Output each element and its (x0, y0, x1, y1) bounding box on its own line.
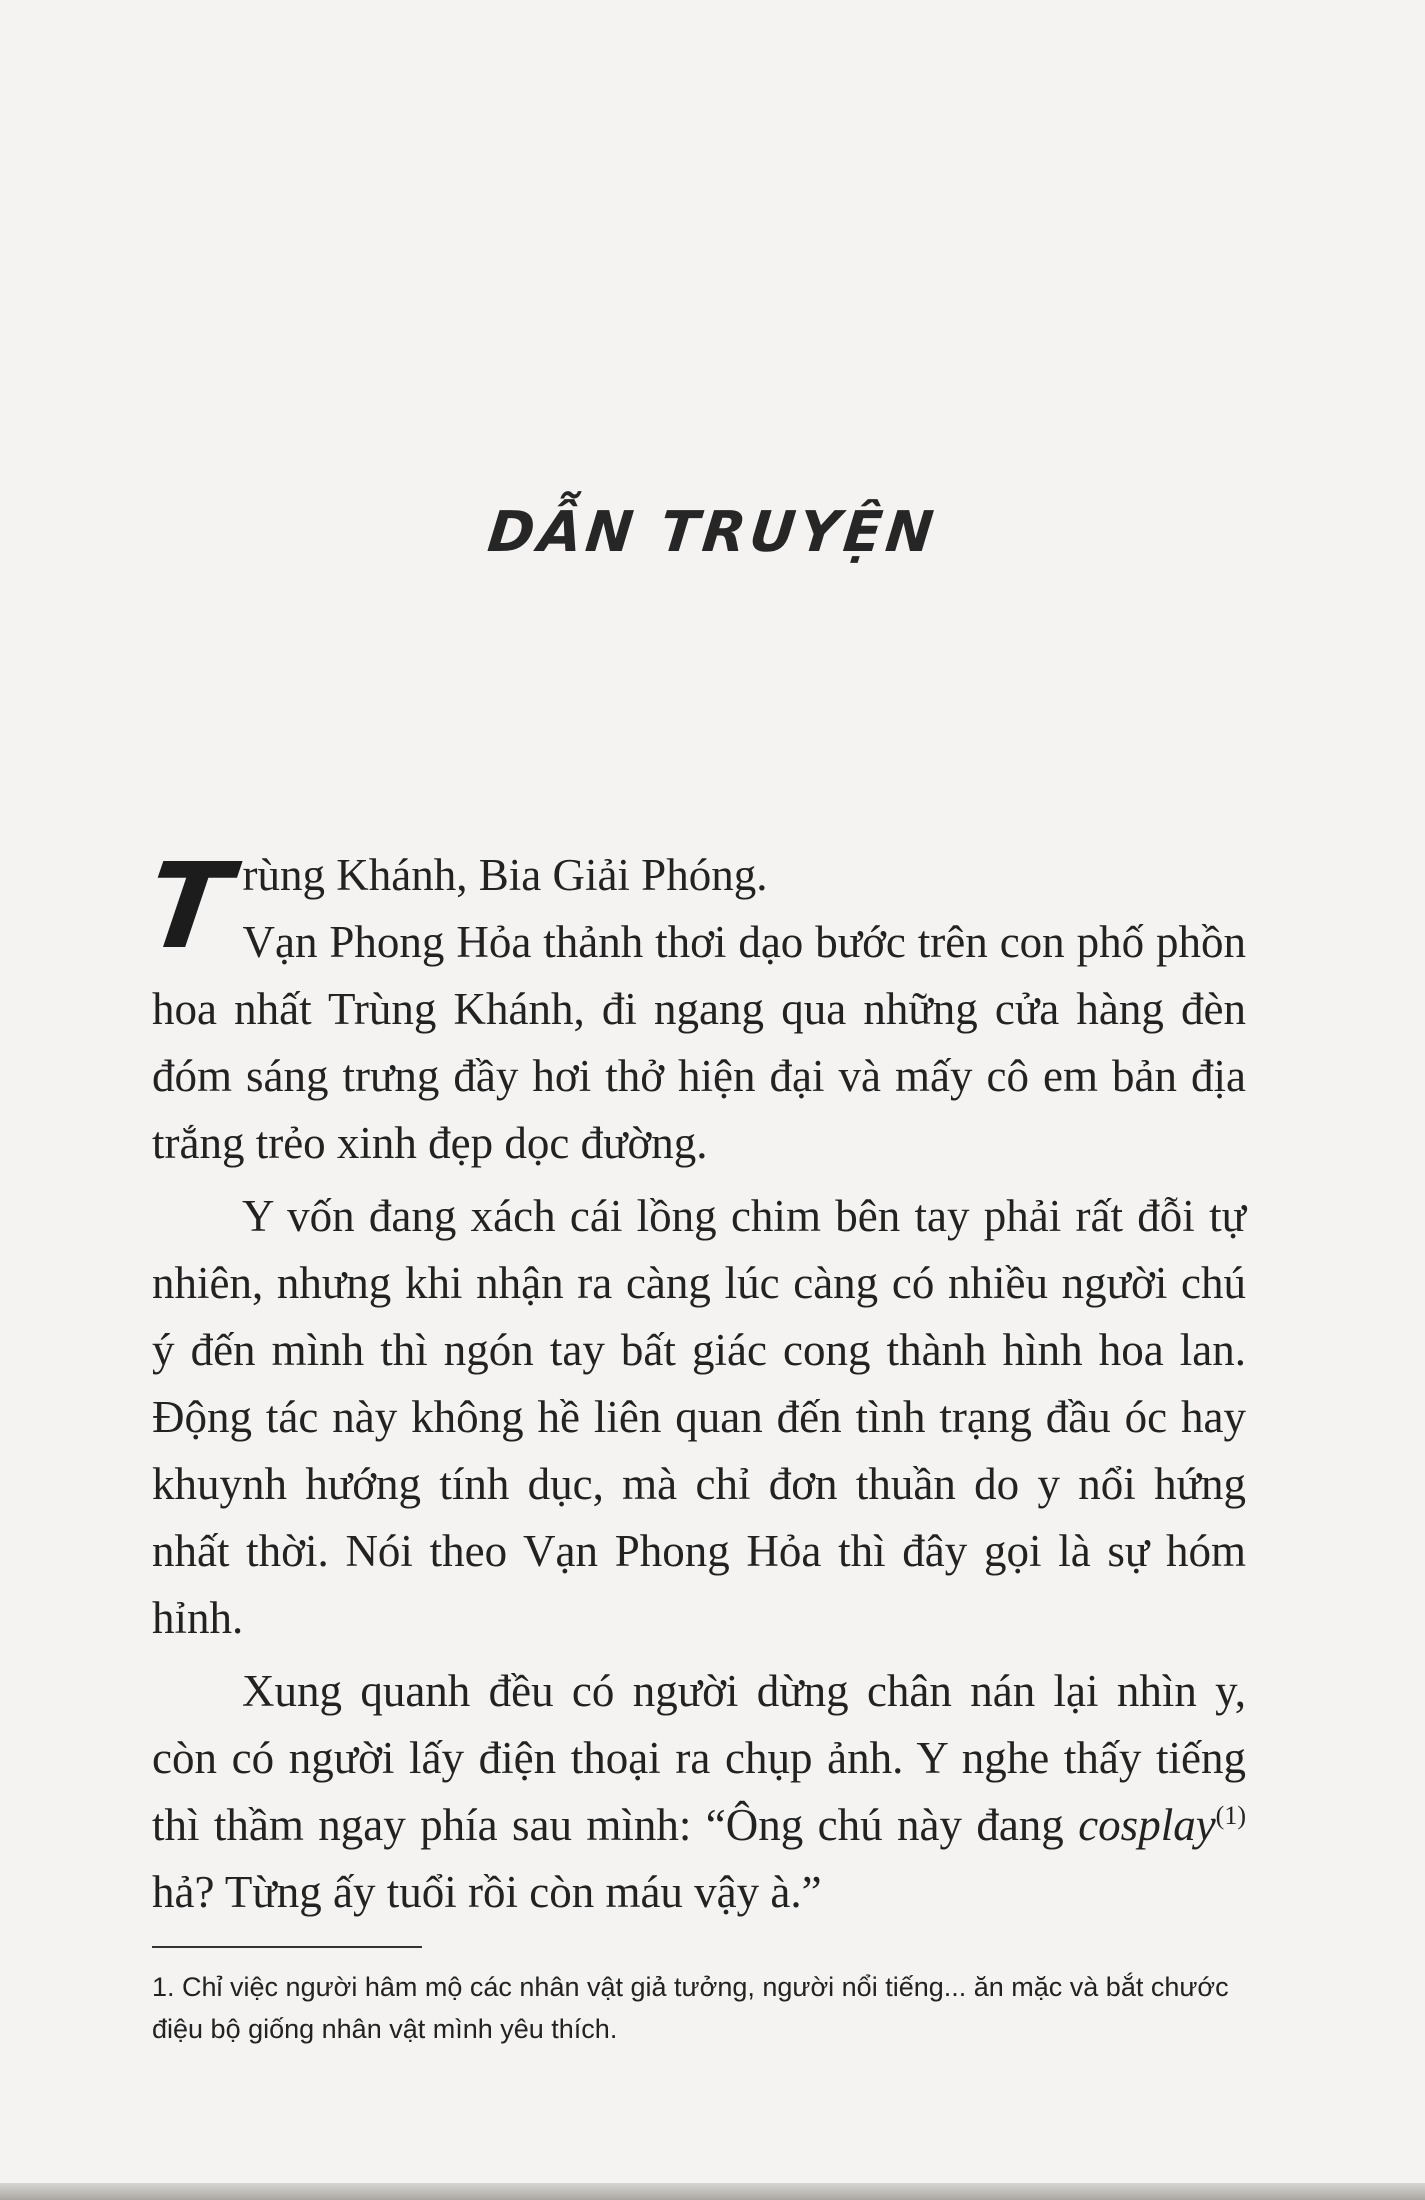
paragraph-1-text: rùng Khánh, Bia Giải Phóng. (242, 850, 768, 900)
footnote: 1. Chỉ việc người hâm mộ các nhân vật giả tưởng, người nổi tiếng... ăn mặc và bắt chước điệu bộ giống nhân vật mình yêu thích. (152, 1972, 1229, 2044)
paragraph-2: Vạn Phong Hỏa thảnh thơi dạo bước trên con phố phồn hoa nhất Trùng Khánh, đi ngang qua những cửa hàng đèn đóm sáng trưng đầy hơi thở hiện đại và mấy cô em bản địa trắng trẻo xinh đẹp dọc đường. (152, 917, 1246, 1168)
paragraph-1 (138, 837, 1246, 975)
body-text (138, 837, 1246, 1926)
paragraph-4-end: hả? Từng ấy tuổi rồi còn máu vậy à.” (152, 1867, 822, 1917)
drop-cap: T (138, 837, 239, 975)
paragraph-4 (152, 1658, 1246, 1926)
page-bottom-edge (0, 2183, 1425, 2200)
paragraph-4-start: Xung quanh đều có người dừng chân nán lại nhìn y, còn có người lấy điện thoại ra chụp ảnh. Y nghe thấy tiếng thì thầm ngay phía sau mình: “Ông chú này đang (152, 1666, 1246, 1850)
paragraph-3: Y vốn đang xách cái lồng chim bên tay phải rất đỗi tự nhiên, nhưng khi nhận ra càng lúc càng có nhiều người chú ý đến mình thì ngón tay bất giác cong thành hình hoa lan. Động tác này không hề liên quan đến tình trạng đầu óc hay khuynh hướng tính dục, mà chỉ đơn thuần do y nổi hứng nhất thời. Nói theo Vạn Phong Hỏa thì đây gọi là sự hóm hỉnh. (152, 1191, 1246, 1643)
chapter-title: DẪN TRUYỆN (484, 500, 941, 565)
cosplay-term: cosplay (1078, 1800, 1216, 1850)
footnote-reference: (1) (1215, 1801, 1246, 1830)
footnote-divider (152, 1946, 422, 1948)
